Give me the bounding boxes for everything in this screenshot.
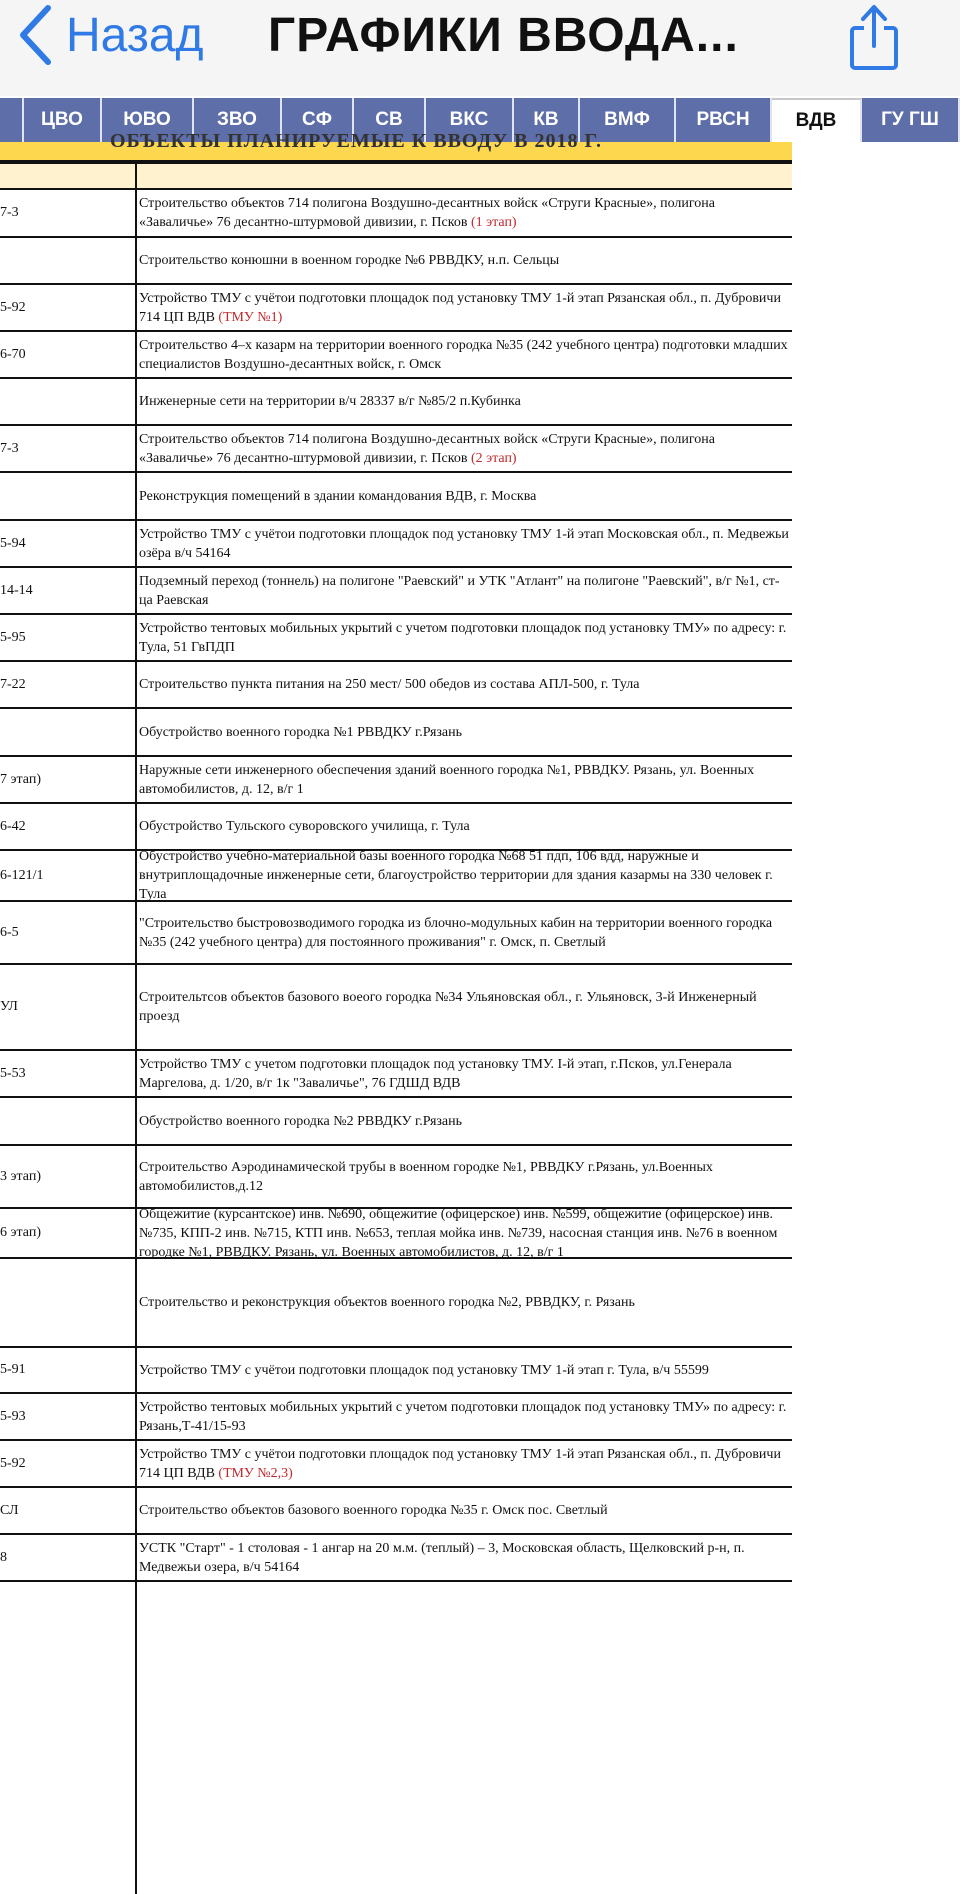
row-description (139, 285, 792, 330)
row-description (139, 615, 792, 660)
row-description (139, 568, 792, 613)
row-description (139, 1206, 792, 1260)
row-description (139, 1098, 792, 1144)
row-description-text: Наружные сети инженерного обеспечения зданий военного городка №1, РВВДКУ. Рязань, ул. Военных автомобилистов, д. 12, в/г 1 (139, 762, 755, 797)
row-description (139, 709, 792, 755)
row-code: 7-3 (0, 440, 19, 456)
row-description (139, 332, 792, 377)
row-description (139, 902, 792, 963)
tab-11[interactable]: ГУ ГШ (862, 98, 960, 142)
table-header-text: ОБЪЕКТЫ ПЛАНИРУЕМЫЕ К ВВОДУ В 2018 Г. (110, 130, 602, 152)
row-code: 7 этап) (0, 771, 41, 787)
row-code: 8 (0, 1549, 7, 1565)
table-row (0, 1441, 792, 1488)
row-description (139, 1394, 792, 1439)
row-description-text: Устройство ТМУ с учётои подготовки площадок под установку ТМУ 1-й этап Московская обл., п. Медвежьи озёра в/ч 54164 (139, 526, 789, 561)
share-icon (840, 57, 908, 76)
table-row (0, 1348, 792, 1394)
table-subheader-row (0, 164, 792, 190)
table-row (0, 1206, 792, 1260)
row-description (139, 521, 792, 566)
row-stage-note: (ТМУ №1) (218, 309, 283, 325)
row-description (139, 1535, 792, 1580)
table-row (0, 1535, 792, 1582)
row-description-text: Строительтсов объектов базового воеого городка №34 Ульяновская обл., г. Ульяновск, 3-й Инженерный проезд (139, 990, 757, 1024)
row-code: 6-121/1 (0, 867, 44, 883)
table-row (0, 190, 792, 238)
row-code: 7-3 (0, 205, 19, 220)
table-row (0, 965, 792, 1051)
back-label: Назад (66, 8, 204, 62)
tab-5[interactable]: СВ (354, 98, 426, 142)
table-row (0, 426, 792, 473)
table-row (0, 568, 792, 615)
row-description (139, 662, 792, 707)
row-description (139, 1488, 792, 1533)
row-code: 5-92 (0, 299, 26, 315)
document-view[interactable] (0, 130, 960, 1885)
row-description-text: Обустройство военного городка №2 РВВДКУ г.Рязань (139, 1113, 463, 1129)
row-description-text: Строительство объектов базового военного городка №35 г. Омск пос. Светлый (139, 1503, 608, 1518)
row-code: 6-70 (0, 346, 26, 362)
row-description-text: Устройство ТМУ с учётои подготовки площадок под установку ТМУ 1-й этап Рязанская обл., п. Дубровичи 714 ЦП ВДВ (139, 290, 781, 325)
table-row (0, 709, 792, 757)
row-code: 5-94 (0, 535, 26, 551)
row-description (139, 804, 792, 849)
row-code: УЛ (0, 999, 18, 1014)
row-description (139, 1051, 792, 1096)
row-description-text: Строительство 4–х казарм на территории военного городка №35 (242 учебного центра) подготовки младших специалистов Воздушно-десантных войск, г. Омск (139, 337, 788, 372)
row-description-text: Обустройство военного городка №1 РВВДКУ г.Рязань (139, 724, 463, 740)
row-stage-note: (2 этап) (470, 450, 517, 466)
row-description-text: Инженерные сети на территории в/ч 28337 в/г №85/2 п.Кубинка (139, 394, 521, 409)
table-row (0, 1051, 792, 1098)
tab-10[interactable]: ВДВ (772, 98, 862, 142)
row-description-text: "Строительство быстровозводимого городка из блочно-модульных кабин на территории военного городка №35 (242 учебного центра) для постоянного проживания" г. Омск, п. Светлый (139, 915, 773, 950)
tab-8[interactable]: ВМФ (580, 98, 676, 142)
row-description-text: УСТК "Старт" - 1 столовая - 1 ангар на 20 м.м. (теплый) – 3, Московская область, Щелковский р-н, п. Медвежьи озера, в/ч 54164 (139, 1540, 745, 1575)
row-code: СЛ (0, 1502, 19, 1518)
row-description-text: Строительство и реконструкция объектов военного городка №2, РВВДКУ, г. Рязань (139, 1295, 635, 1310)
back-button[interactable] (18, 0, 204, 70)
row-description (139, 965, 792, 1049)
row-stage-note: (ТМУ №2,3) (218, 1465, 293, 1481)
table-row (0, 379, 792, 426)
table-row (0, 473, 792, 521)
row-description-text: Строительство конюшни в военном городке №6 РВВДКУ, н.п. Сельцы (139, 253, 560, 268)
table-row (0, 1488, 792, 1535)
row-description (139, 473, 792, 519)
row-description (139, 851, 792, 900)
row-description-text: Устройство ТМУ с учётои подготовки площадок под установку ТМУ 1-й этап Рязанская обл., п. Дубровичи 714 ЦП ВДВ (139, 1446, 781, 1481)
table-row (0, 851, 792, 902)
row-code: 7-22 (0, 676, 26, 692)
row-description-text: Реконструкция помещений в здании командования ВДВ, г. Москва (139, 488, 537, 504)
tab-6[interactable]: ВКС (426, 98, 514, 142)
row-description-text: Общежитие (курсантское) инв. №690, общежитие (офицерское) инв. №599, общежитие (офицерское) инв. №735, КПП-2 инв. №715, КТП инв. №653, теплая мойка инв. №739, насосная станция инв. №76 в военном городке №1, РВВДКУ. Рязань, ул. Военных автомобилистов, д. 12, в/г 1 (139, 1206, 778, 1260)
row-code: 5-91 (0, 1362, 26, 1377)
chevron-left-icon (18, 4, 52, 66)
table-row (0, 1394, 792, 1441)
table-row (0, 615, 792, 662)
row-code (0, 238, 135, 283)
row-code: 5-95 (0, 629, 26, 645)
tab-7[interactable]: КВ (514, 98, 580, 142)
row-description-text: Устройство ТМУ с учётои подготовки площадок под установку ТМУ 1-й этап г. Тула, в/ч 55599 (139, 1362, 709, 1378)
table-row (0, 332, 792, 379)
row-stage-note: (1 этап) (470, 215, 517, 230)
row-code: 6-5 (0, 924, 19, 940)
row-description (139, 426, 792, 471)
row-code (0, 473, 135, 519)
row-code (0, 379, 135, 424)
table-row (0, 1146, 792, 1209)
row-description (139, 757, 792, 802)
row-code: 5-93 (0, 1408, 26, 1424)
tab-9[interactable]: РВСН (676, 98, 772, 142)
table-row (0, 1259, 792, 1348)
row-code (0, 1259, 135, 1346)
tab-2[interactable]: ЮВО (102, 98, 194, 142)
row-description-text: Строительство Аэродинамической трубы в военном городке №1, РВВДКУ г.Рязань, ул.Военных автомобилистов,д.12 (139, 1159, 713, 1194)
row-description (139, 1441, 792, 1486)
table-header (0, 130, 792, 160)
row-code: 6-42 (0, 818, 26, 834)
row-description (139, 1146, 792, 1207)
table-row (0, 757, 792, 804)
share-button[interactable] (840, 2, 908, 72)
row-description-text: Устройство тентовых мобильных укрытий с учетом подготовки площадок под установку ТМУ» по адресу: г. Тула, 51 ГвПДП (139, 620, 787, 655)
tab-3[interactable]: ЗВО (194, 98, 282, 142)
row-code: 5-92 (0, 1455, 26, 1471)
row-description-text: Строительство объектов 714 полигона Воздушно-десантных войск «Струги Красные», полигона «Заваличье» 76 десантно-штурмовой дивизии, г. Псков (139, 431, 716, 466)
row-description (139, 1348, 792, 1392)
row-code: 6 этап) (0, 1225, 41, 1240)
tab-partial[interactable] (0, 98, 24, 142)
row-description (139, 379, 792, 424)
row-description-text: Строительство пункта питания на 250 мест/ 500 обедов из состава АПЛ-500, г. Тула (139, 677, 640, 692)
row-description-text: Устройство ТМУ с учетом подготовки площадок под установку ТМУ. I-й этап, г.Псков, ул.Генерала Маргелова, д. 1/20, в/г 1к "Заваличье", 76 ГДШД ВДВ (139, 1056, 732, 1091)
row-description-text: Обустройство учебно-материальной базы военного городка №68 51 пдп, 106 вдд, наружные и внутриплощадочные инженерные сети, благоустройство территории для здания казармы на 330 человек г. Тула (139, 849, 773, 902)
table-row (0, 662, 792, 709)
row-code: 14-14 (0, 582, 33, 598)
row-code (0, 709, 135, 755)
row-code: 3 этап) (0, 1168, 41, 1184)
navigation-bar (0, 0, 960, 96)
table-row (0, 521, 792, 568)
row-description (139, 238, 792, 283)
table-row (0, 902, 792, 965)
row-description-text: Обустройство Тульского суворовского училища, г. Тула (139, 819, 470, 834)
row-description-text: Устройство тентовых мобильных укрытий с учетом подготовки площадок под установку ТМУ» по адресу: г. Рязань,Т-41/15-93 (139, 1399, 787, 1434)
row-code (0, 1098, 135, 1144)
table-row (0, 1098, 792, 1146)
table-row (0, 804, 792, 851)
table-row (0, 238, 792, 285)
row-description (139, 1259, 792, 1346)
row-code: 5-53 (0, 1065, 26, 1081)
row-description-text: Подземный переход (тоннель) на полигоне "Раевский" и УТК "Атлант" на полигоне "Раевский", в/г №1, ст-ца Раевская (139, 573, 780, 608)
page-title: ГРАФИКИ ВВОДА... (268, 9, 739, 62)
row-description-text: Строительство объектов 714 полигона Воздушно-десантных войск «Струги Красные», полигона «Заваличье» 76 десантно-штурмовой дивизии, г. Псков (139, 196, 716, 230)
row-description (139, 190, 792, 236)
tab-4[interactable]: СФ (282, 98, 354, 142)
column-divider (135, 164, 137, 1894)
tab-1[interactable]: ЦВО (24, 98, 102, 142)
table-row (0, 285, 792, 332)
